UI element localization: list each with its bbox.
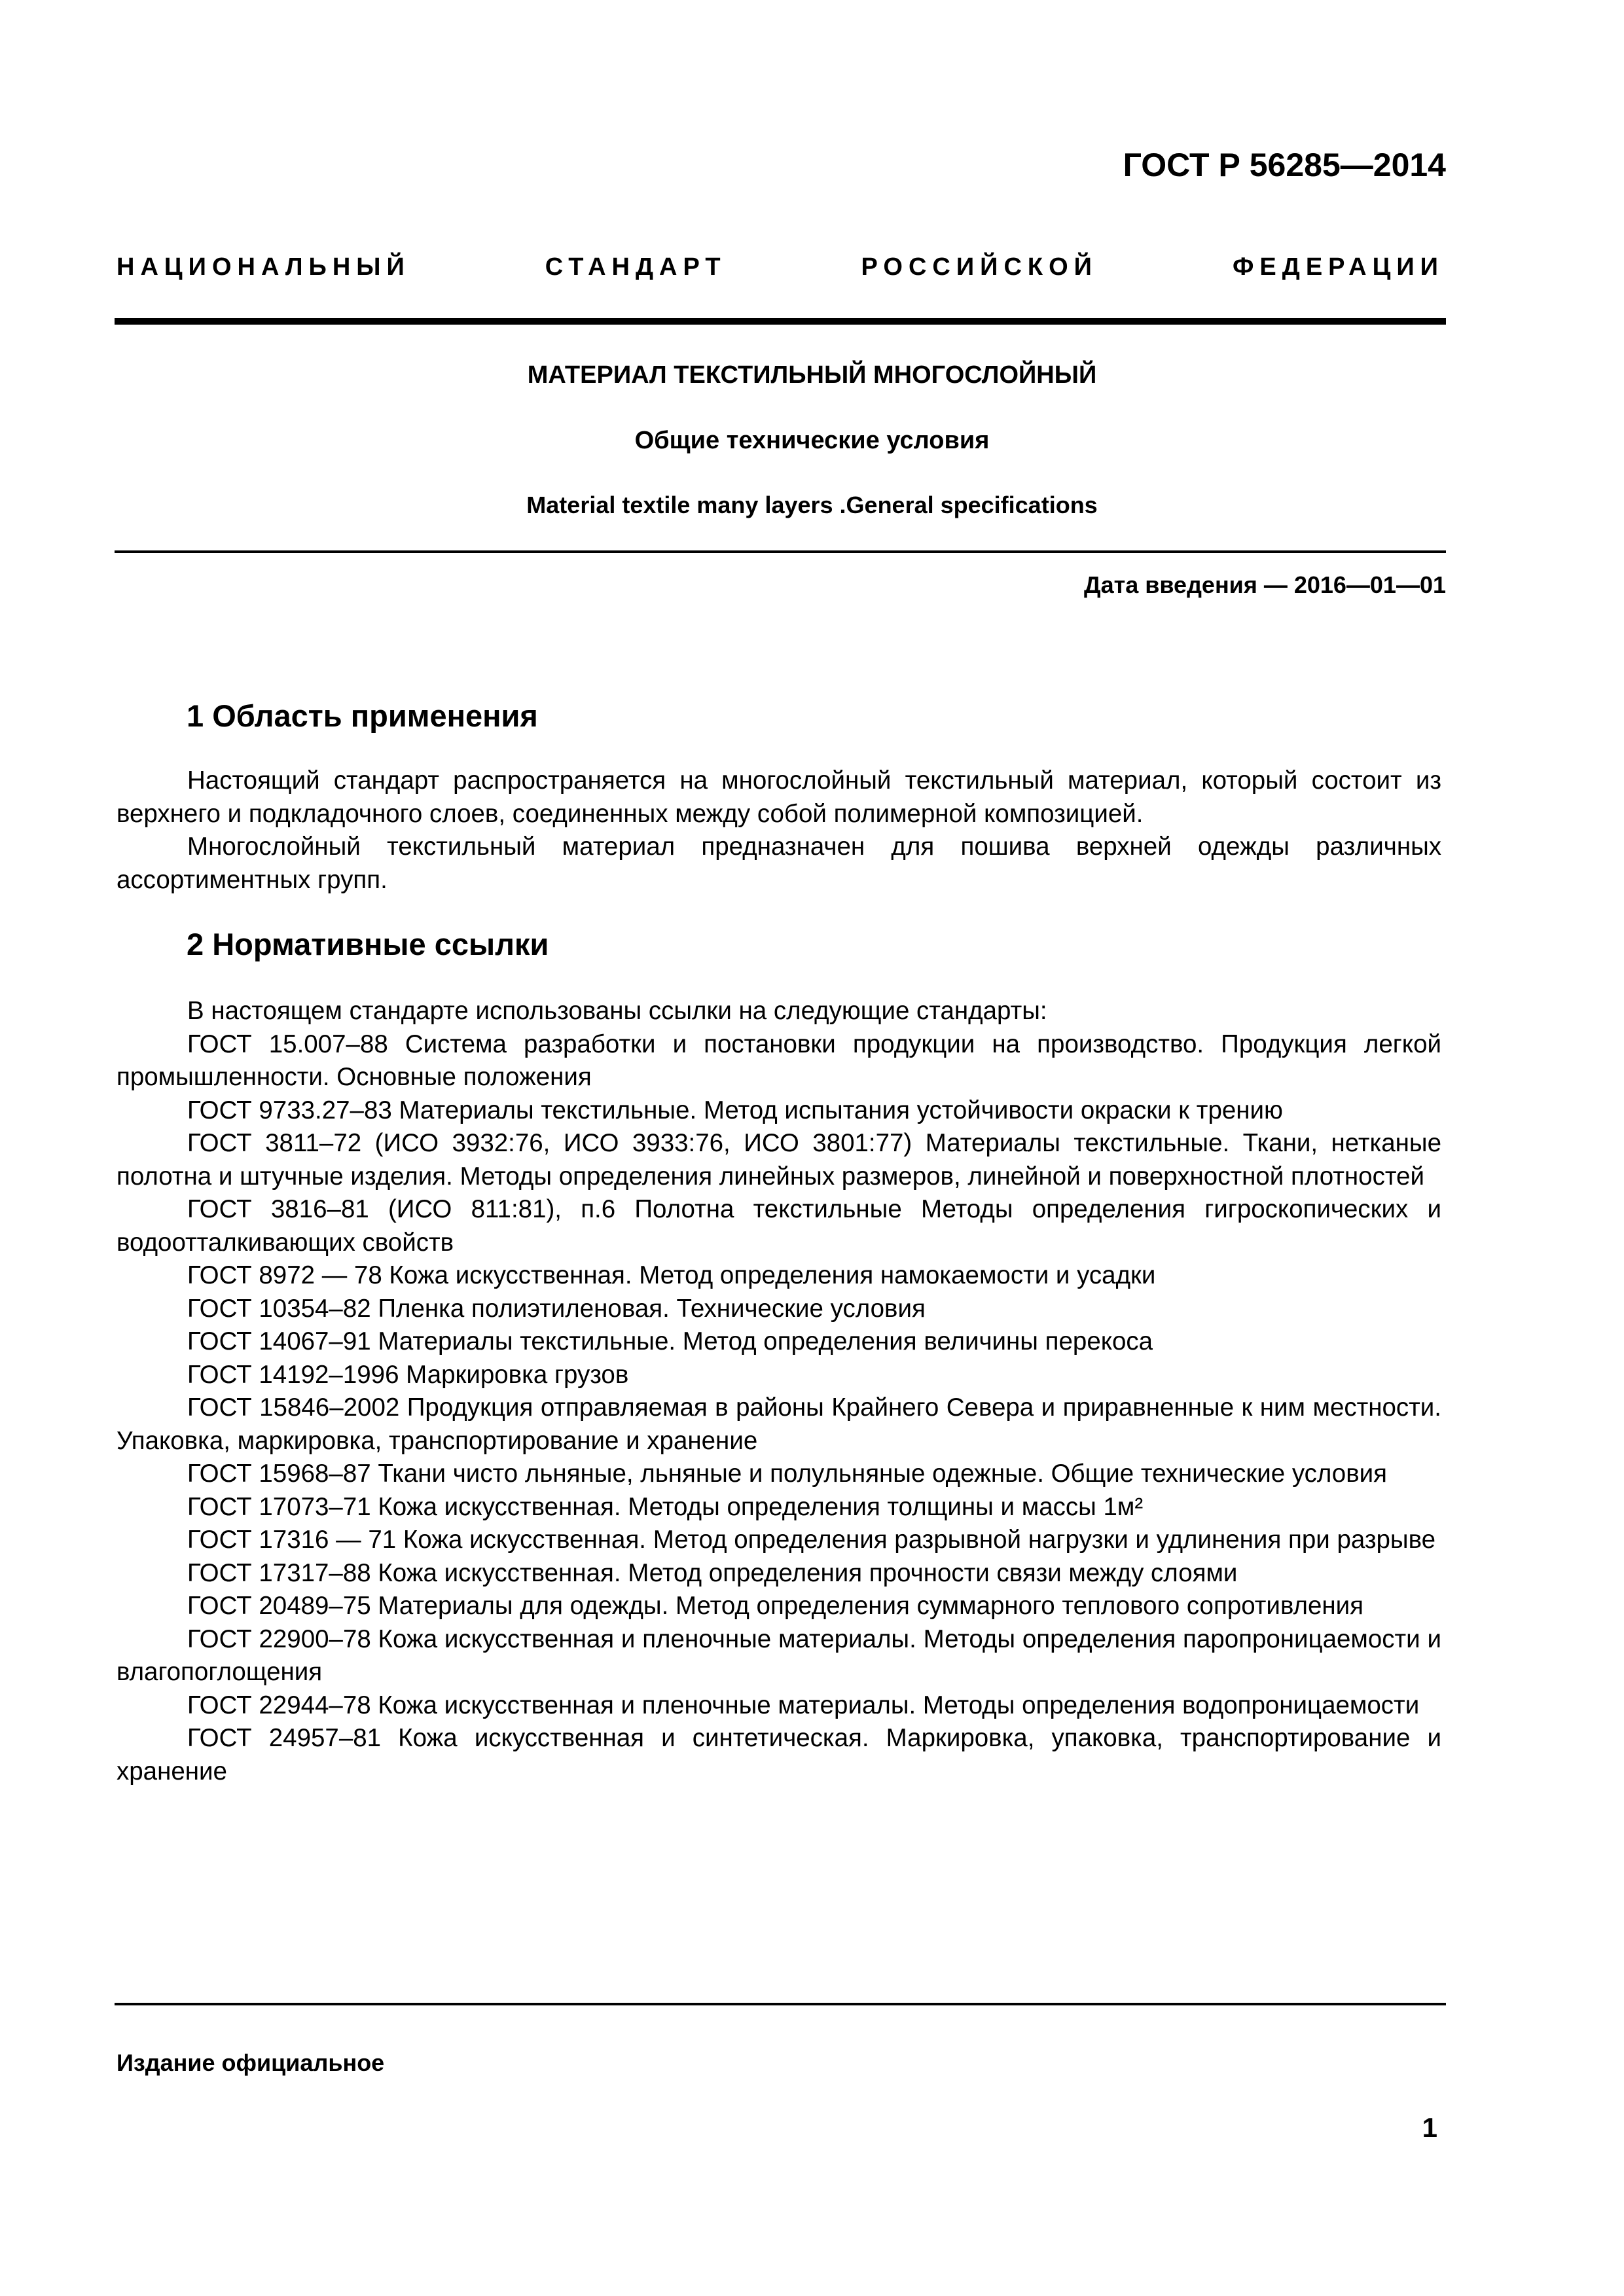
- national-standard-header: НАЦИОНАЛЬНЫЙ СТАНДАРТ РОССИЙСКОЙ ФЕДЕРАЦИИ: [117, 253, 1444, 281]
- reference-item: ГОСТ 17073–71 Кожа искусственная. Методы определения толщины и массы 1м²: [187, 1492, 1144, 1521]
- document-title: МАТЕРИАЛ ТЕКСТИЛЬНЫЙ МНОГОСЛОЙНЫЙ: [527, 361, 1097, 389]
- reference-item: ГОСТ 3816–81 (ИСО 811:81), п.6 Полотна текстильные Методы определения гигроскопических и водоотталкивающих свойств: [117, 1195, 1441, 1257]
- footer-divider: [115, 2003, 1446, 2005]
- document-title-english: Material textile many layers .General specifications: [526, 492, 1098, 518]
- document-number: ГОСТ Р 56285—2014: [1123, 147, 1446, 183]
- section-scope-body: [117, 764, 1441, 897]
- reference-item: ГОСТ 15.007–88 Система разработки и постановки продукции на производство. Продукция легкой промышленности. Основные положения: [117, 1030, 1441, 1091]
- reference-item: ГОСТ 15968–87 Ткани чисто льняные, льняные и полульняные одежные. Общие технические условия: [187, 1460, 1388, 1488]
- section-heading-normative-references: 2 Нормативные ссылки: [187, 927, 549, 961]
- reference-item: ГОСТ 24957–81 Кожа искусственная и синтетическая. Маркировка, упаковка, транспортирование и хранение: [117, 1724, 1441, 1785]
- reference-item: ГОСТ 9733.27–83 Материалы текстильные. Метод испытания устойчивости окраски к трению: [187, 1096, 1283, 1124]
- reference-item: ГОСТ 20489–75 Материалы для одежды. Метод определения суммарного теплового сопротивления: [187, 1592, 1363, 1620]
- page-number: 1: [1422, 2112, 1437, 2143]
- document-subtitle: Общие технические условия: [634, 427, 990, 454]
- reference-item: ГОСТ 8972 — 78 Кожа искусственная. Метод определения намокаемости и усадки: [187, 1261, 1156, 1289]
- reference-item: ГОСТ 17316 — 71 Кожа искусственная. Метод определения разрывной нагрузки и удлинения при разрыве: [187, 1526, 1436, 1554]
- section-heading-scope: 1 Область применения: [187, 698, 538, 733]
- reference-item: ГОСТ 15846–2002 Продукция отправляемая в районы Крайнего Севера и приравненные к ним местности. Упаковка, маркировка, транспортирование и хранение: [117, 1393, 1441, 1455]
- reference-item: ГОСТ 3811–72 (ИСО 3932:76, ИСО 3933:76, ИСО 3801:77) Материалы текстильные. Ткани, нетканые полотна и штучные изделия. Методы определения линейных размеров, линейной и поверхностной плотностей: [117, 1129, 1441, 1191]
- reference-item: ГОСТ 14192–1996 Маркировка грузов: [187, 1360, 629, 1389]
- paragraph: Многослойный текстильный материал предназначен для пошива верхней одежды различных ассортиментных групп.: [117, 833, 1441, 894]
- section-references-body: [117, 995, 1441, 1788]
- paragraph: Настоящий стандарт распространяется на многослойный текстильный материал, который состоит из верхнего и подкладочного слоев, соединенных между собой полимерной композицией.: [117, 766, 1441, 828]
- introduction-date: Дата введения — 2016—01—01: [1083, 571, 1446, 598]
- reference-item: ГОСТ 17317–88 Кожа искусственная. Метод определения прочности связи между слоями: [187, 1558, 1238, 1587]
- reference-item: ГОСТ 10354–82 Пленка полиэтиленовая. Технические условия: [187, 1294, 926, 1323]
- title-divider: [115, 550, 1446, 553]
- paragraph: В настоящем стандарте использованы ссылки на следующие стандарты:: [187, 997, 1047, 1025]
- edition-note: Издание официальное: [117, 2049, 385, 2076]
- reference-item: ГОСТ 14067–91 Материалы текстильные. Метод определения величины перекоса: [187, 1327, 1153, 1355]
- reference-item: ГОСТ 22944–78 Кожа искусственная и пленочные материалы. Методы определения водопроницаемости: [187, 1691, 1420, 1719]
- header-divider: [115, 318, 1446, 325]
- reference-item: ГОСТ 22900–78 Кожа искусственная и пленочные материалы. Методы определения паропроницаемости и влагопоглощения: [117, 1624, 1441, 1686]
